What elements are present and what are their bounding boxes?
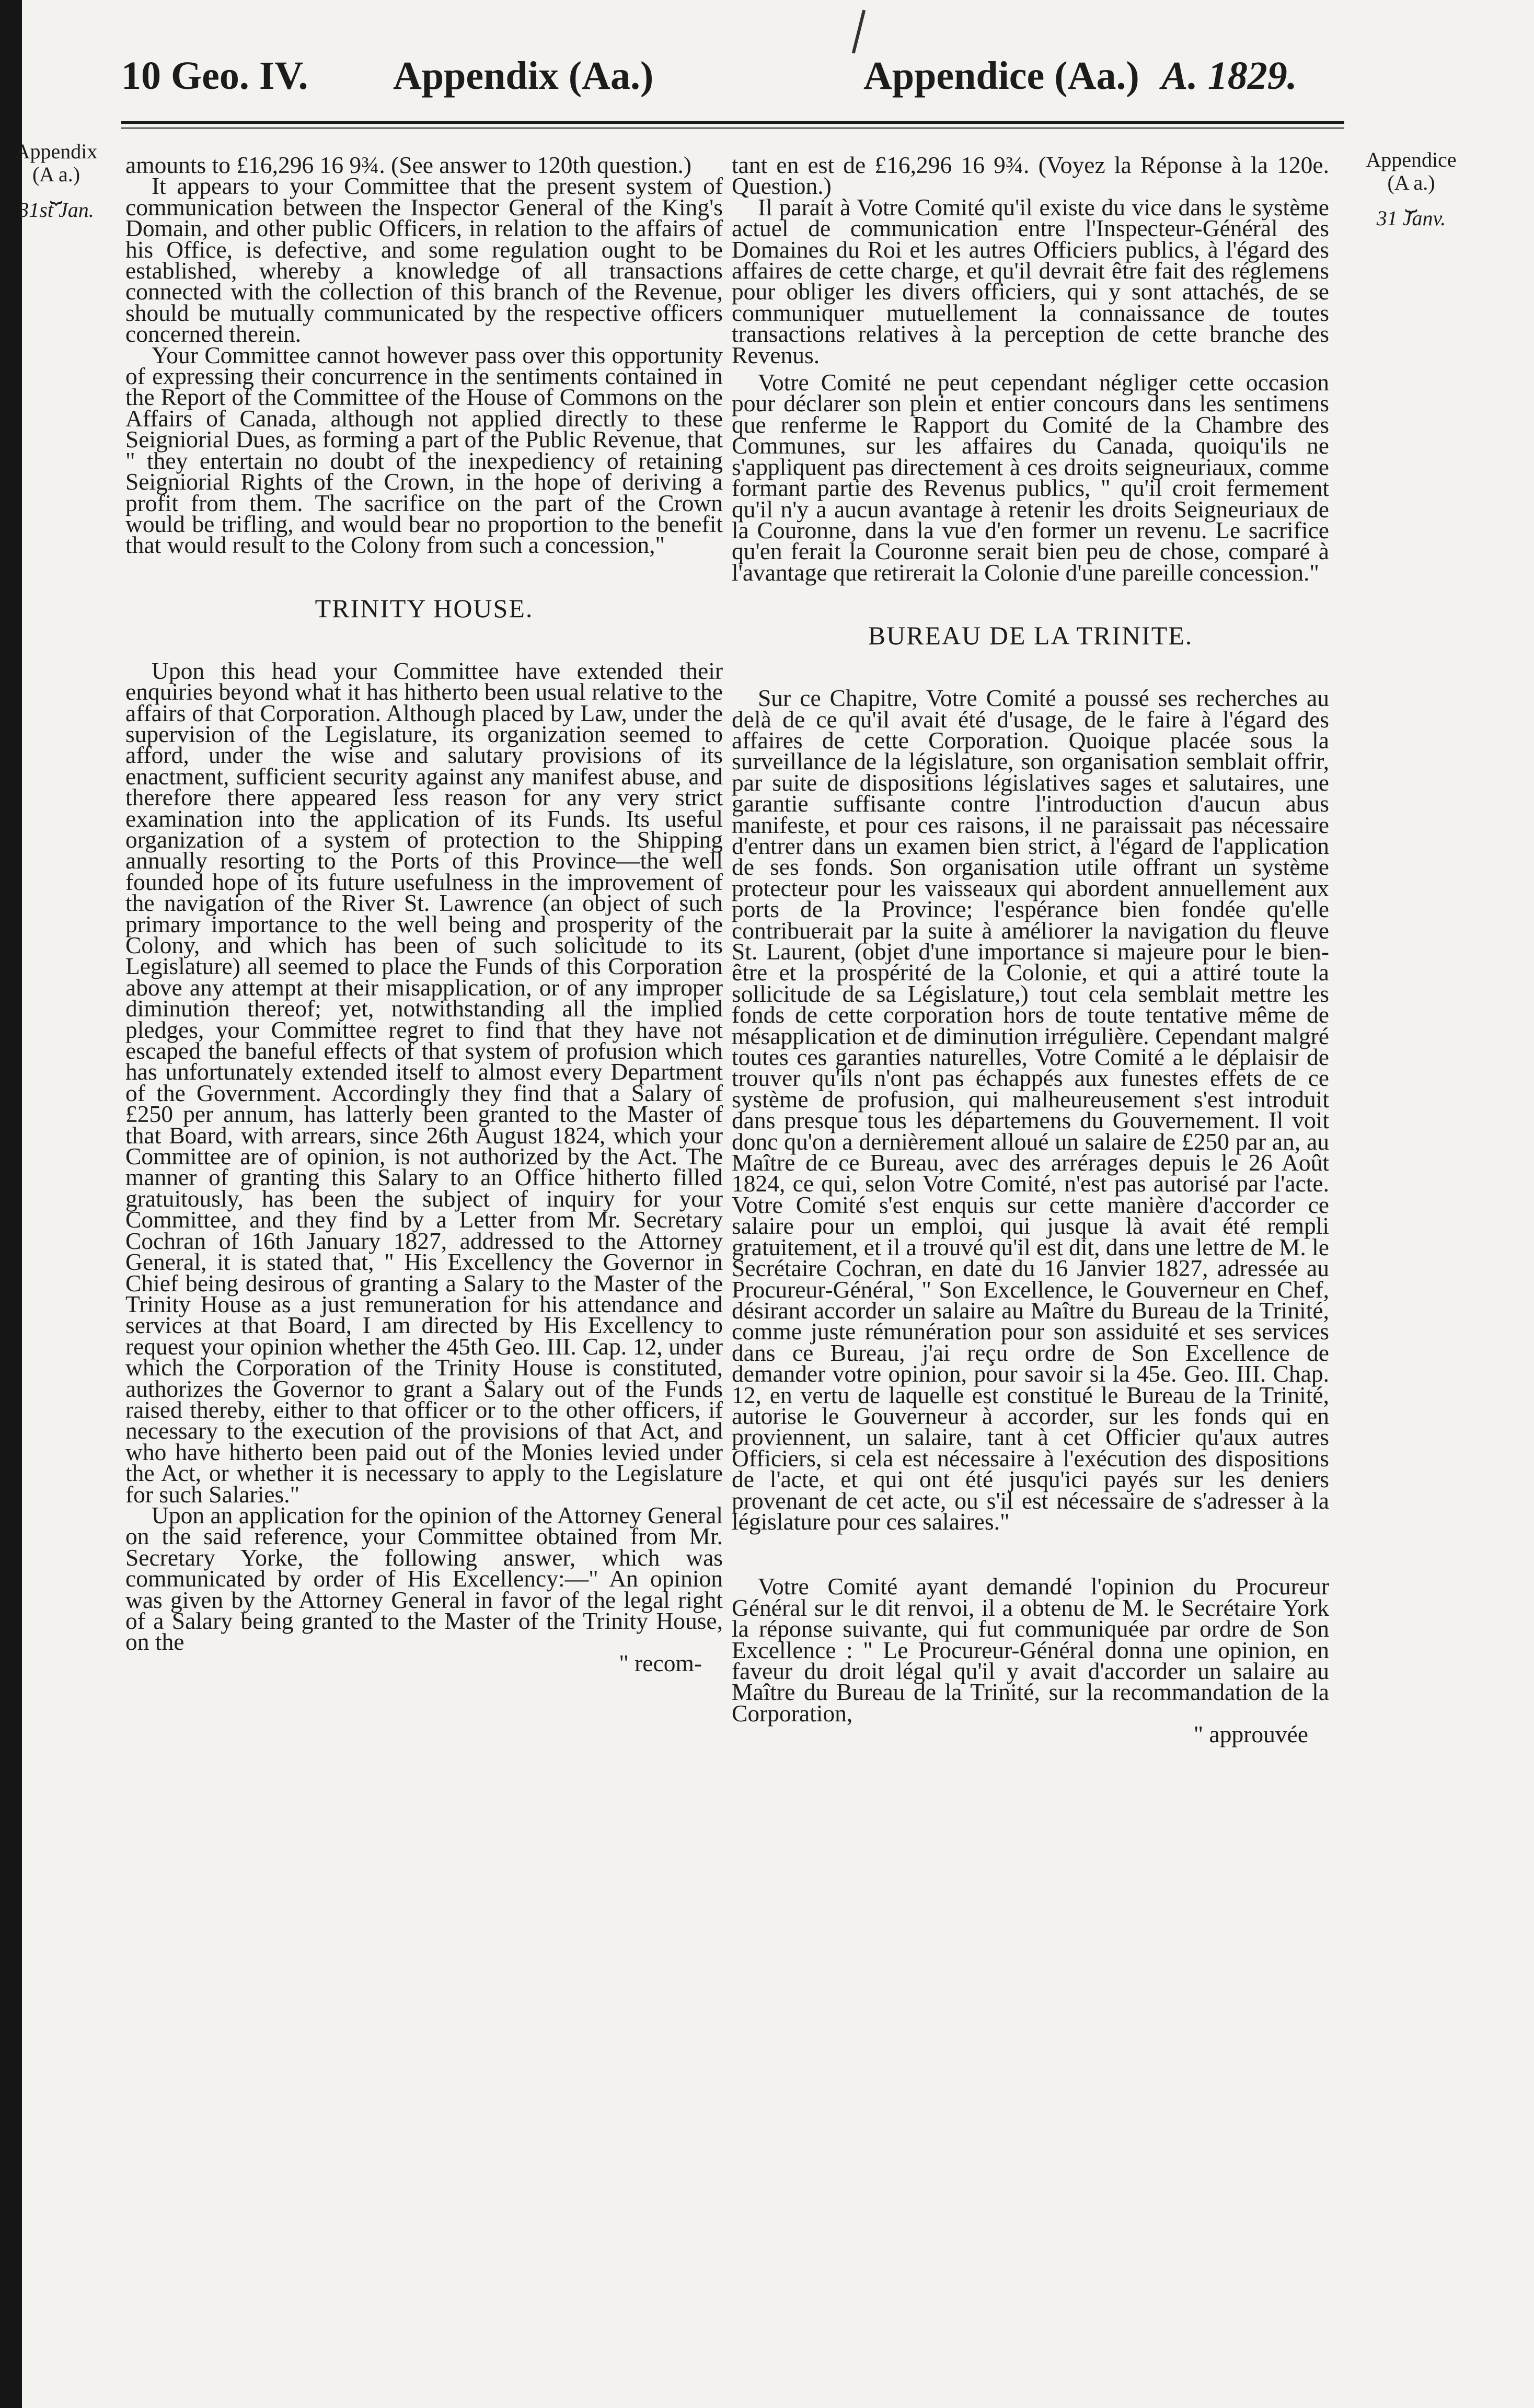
paragraph-attorney-opinion: Upon an application for the opinion of the Attorney General on the said reference, your Committee obtained from Mr. Secretary Yorke, the following answer, which was communicated by order of His Excellency:—" An opinion was given by the Attorney General in favor of the legal right of a Salary being granted to the Master of the Trinity House, on the [125,1501,723,1656]
paragraph-communication: Il parait à Votre Comité qu'il existe du vice dans le système actuel de communication entre l'Inspecteur-Général des Domaines du Roi et les autres Officiers publics, à l'égard des affaires de cette charge, et qu'il devrait être fait des réglemens pour obliger les divers officiers, qui y sont attachés, de se communiquer mutuellement la connaissance de toutes transactions relatives à la perception de cette branche des Revenus. [732,193,1329,368]
paragraph-communication: It appears to your Committee that the present system of communication between the Inspector General of the King's Domain, and other public Officers, in relation to the affairs of his Office, is defective, and some regulation ought to be established, whereby a knowledge of all transactions connected with the collection of this branch of the Revenue, should be mutually communicated by the respective officers concerned therein. [125,172,723,348]
paragraph-attorney-opinion: Votre Comité ayant demandé l'opinion du Procureur Général sur le dit renvoi, il a obtenu de M. le Secrétaire York la réponse suivante, qui fut communiquée par ordre de Son Excellence : " Le Procureur-Général donna une opinion, en faveur du droit légal qu'il y avait d'accorder un salaire au Maître du Bureau de la Trinité, sur la recommandation de la Corporation, [732,1573,1329,1727]
paragraph-trinity-house: Sur ce Chapitre, Votre Comité a poussé ses recherches au delà de ce qu'il avait été d'usage, de le faire à l'égard des affaires de cette Corporation. Quoique placée sous la surveillance de la législature, son organisation semblait offrir, par suite de dispositions législatives sages et salutaires, une garantie suffisante contre l'introduction d'aucun abus manifeste, et pour ces raisons, il ne paraissait pas nécessaire d'entrer dans un examen bien strict, à l'égard de l'application de ses fonds. Son organisation utile offrant un système protecteur pour les vaisseaux qui abordent annuellement aux ports de la Province; l'espérance bien fondée qu'elle contribuerait par la suite à améliorer la navigation du fleuve St. Laurent, (objet d'une importance si majeure pour le bien-être et la prospérité de la Colonie, et qui a attiré toute la sollicitude de sa Législature,) tout cela semblait mettre les fonds de cette corporation hors de toute tentative même de mésapplication et de diminution irrégulière. Cependant malgré toutes ces garanties naturelles, Votre Comité a le déplaisir de trouver qu'ils n'ont pas échappés aux funestes effets de ce système de profusion, qui malheureusement s'est introduit dans presque tous les départemens du Gouvernement. Il voit donc qu'on a dernièrement alloué un salaire de £250 par an, au Maître de ce Bureau, avec des arrérages depuis le 26 Août 1824, ce qui, selon Votre Comité, n'est pas autorisé par l'acte. Votre Comité s'est enquis sur cette manière d'accorder ce salaire pour un emploi, qui jusque là avait été rempli gratuitement, et il a trouvé qu'il est dit, dans une lettre de M. le Secrétaire Cochran, en date du 16 Janvier 1827, adressée au Procureur-Général, " Son Excellence, le Gouverneur en Chef, désirant accorder un salaire au Maître du Bureau de la Trinité, comme juste rémunération pour son assiduité et ses services dans ce Bureau, j'ai reçu ordre de Son Excellence de demander votre opinion, pour savoir si la 45e. Geo. III. Chap. 12, en vertu de laquelle est constitué le Bureau de la Trinité, autorise le Gouverneur à accorder, sur les fonds qui en proviennent, un salaire, tant à cet Officier qu'aux autres Officiers, si cela est nécessaire à l'exécution des dispositions de l'acte, et qui ont été jusqu'ici payés sur les deniers provenant de cet acte, ou s'il est nécessaire de s'adresser à la législature pour ces salaires." [732,685,1329,1535]
page-edge-shadow [0,0,22,2408]
section-title-trinity-house: TRINITY HOUSE. [315,593,534,623]
margin-appendix-label: Appendice [1366,148,1457,171]
right-margin-note [1351,148,1471,230]
running-header [121,48,1344,106]
catchword: " approuvée [1193,1721,1308,1748]
margin-brace: ⏟ [50,180,63,204]
french-column [732,155,1329,2386]
ink-mark [852,10,866,54]
margin-brace: ⏟ [1405,189,1417,212]
margin-appendix-label: Appendix [15,140,98,163]
catchword: " recom- [619,1649,702,1676]
appendix-label-french: Appendice (Aa.) [863,54,1139,98]
header-rule [121,121,1344,124]
paragraph-trinity-house: Upon this head your Committee have extended their enquiries beyond what it has hitherto been usual relative to the affairs of that Corporation. Although placed by Law, under the supervision of the Legislature, its organization seemed to afford, under the wise and salutary provisions of its enactment, sufficient security against any manifest abuse, and therefore there appeared less reason for any very strict examination into the application of its Funds. Its useful organization of a system of protection to the Shipping annually resorting to the Ports of this Province—the well founded hope of its future usefulness in the improvement of the navigation of the River St. Lawrence (an object of such primary importance to the well being and prosperity of the Colony, and which has been of such solicitude to its Legislature) all seemed to place the Funds of this Corporation above any attempt at their misapplication, or of any improper diminution thereof; yet, notwithstanding all the implied pledges, your Committee regret to find that they have not escaped the baneful effects of that system of profusion which has unfortunately extended itself to almost every Department of the Government. Accordingly they find that a Salary of £250 per annum, has latterly been granted to the Master of that Board, with arrears, since 26th August 1824, which your Committee are of opinion, is not authorized by the Act. The manner of granting this Salary to an Office hitherto filled gratuitously, has been the subject of inquiry for your Committee, and they find by a Letter from Mr. Secretary Cochran of 16th January 1827, addressed to the Attorney General, it is stated that, " His Excellency the Governor in Chief being desirous of granting a Salary to the Master of the Trinity House as a just remuneration for his attendance and services at that Board, I am directed by His Excellency to request your opinion whether the 45th Geo. III. Cap. 12, under which the Corporation of the Trinity House is constituted, authorizes the Governor to grant a Salary out of the Funds raised thereby, either to that officer or to the other officers, if necessary to the execution of the provisions of that Act, and who have hitherto been paid out of the Monies levied under the Act, or whether it is necessary to apply to the Legislature for such Salaries." [125,657,723,1508]
page-year: A. 1829. [1161,54,1297,98]
english-column [125,155,723,2386]
section-title-bureau-trinite: BUREAU DE LA TRINITE. [868,621,1193,651]
left-margin-note [0,140,112,222]
margin-appendix-letter: (A a.) [32,163,80,186]
margin-appendix-letter: (A a.) [1387,171,1435,194]
header-rule-thin [121,128,1344,129]
margin-date: 31 Janv. [1376,206,1446,230]
paragraph-continued: amounts to £16,296 16 9¾. (See answer to 120th question.) [125,155,692,178]
appendix-label-english: Appendix (Aa.) [393,54,654,98]
paragraph-seigniorial: Your Committee cannot however pass over this opportunity of expressing their concurrence in the sentiments contained in the Report of the Committee of the House of Commons on the Affairs of Canada, although not applied directly to these Seigniorial Dues, as forming a part of the Public Revenue, that " they entertain no doubt of the inexpediency of retaining Seigniorial Rights of the Crown, in the hope of deriving a profit from them. The sacrifice on the part of the Crown would be trifling, and would bear no proportion to the benefit that would result to the Colony from such a concession," [125,341,723,559]
margin-date: 31st Jan. [18,198,94,222]
paragraph-seigniorial: Votre Comité ne peut cependant négliger cette occasion pour déclarer son plein et entier concours dans les sentimens que renferme le Rapport du Comité de la Chambre des Communes, sur les affaires du Canada, quoiqu'ils ne s'appliquent pas directement à ces droits seigneuriaux, comme formant partie des Revenus publics, " qu'il croit fermement qu'il n'y a aucun avantage à retenir les droits Seigneuriaux de la Couronne, dans la vue d'en former un revenu. Le sacrifice qu'en ferait la Couronne serait bien peu de chose, comparé à l'avantage que retirerait la Colonie d'une pareille concession." [732,369,1329,586]
paragraph-continued: tant en est de £16,296 16 9¾. (Voyez la Réponse à la 120e. Question.) [732,155,1329,200]
regnal-year: 10 Geo. IV. [121,54,308,98]
